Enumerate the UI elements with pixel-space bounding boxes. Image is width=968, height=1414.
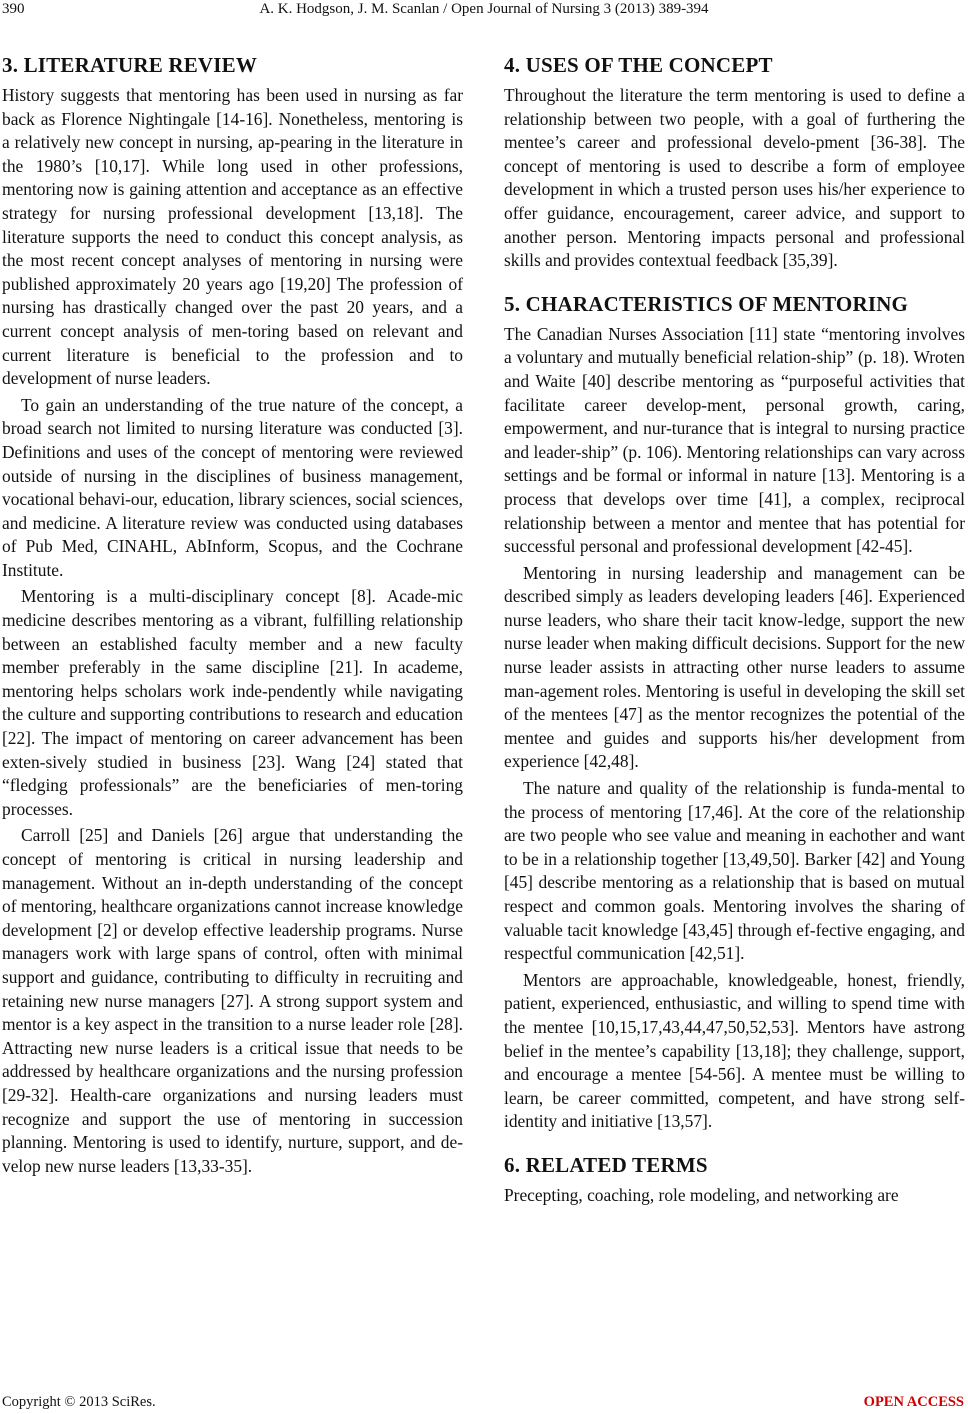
paragraph: Throughout the literature the term mentoring is used to define a relationship between two people, with a goal of furthering the mentee’s career and professional develo-pment [36-38]. The concept of mentoring is used to describe a form of employee development in which a trusted person uses his/her experience to offer guidance, encouragement, career advice, and support to another person. Mentoring impacts personal and professional skills and provides contextual feedback [35,39]. <box>504 85 965 271</box>
paragraph: History suggests that mentoring has been used in nursing as far back as Florence Nightingale [14-16]. Nonetheless, mentoring is a relatively new concept in nursing, ap-pearing in the literature in the 1980’s [10,17]. While long used in other professions, mentoring now is gaining attention and acceptance as an effective strategy for nursing professional development [13,18]. The literature supports the need to conduct this concept analysis, as the most recent concept analyses of mentoring in nursing were published approximately 20 years ago [19,20] The profession of nursing has drastically changed over the past 20 years, and a current concept analysis of men-toring based on relevant and current literature is beneficial to the profession and to development of nurse leaders. <box>2 85 463 389</box>
section-heading-related-terms: 6. RELATED TERMS <box>504 1152 708 1177</box>
paragraph: The Canadian Nurses Association [11] state “mentoring involves a voluntary and mutually beneficial relation-ship” (p. 18). Wroten and Waite [40] describe mentoring as “purposeful activities that facilitate career develop-ment, personal growth, caring, empowerment, and nur-turance that is integral to nursing practice and leader-ship” (p. 106). Mentoring relationships can vary across settings and be formal or informal in nature [13]. Mentoring is a process that develops over time [41], a complex, reciprocal relationship between a mentor and mentee that has potential for successful personal and professional development [42-45]. <box>504 323 965 557</box>
page-number: 390 <box>2 1 25 17</box>
paragraph: To gain an understanding of the true nature of the concept, a broad search not limited to nursing literature was conducted [3]. Definitions and uses of the concept of mentoring were reviewed outside of nursing in the disciplines of business management, vocational behavi-our, education, library sciences, social sciences, and medicine. A literature review was conducted using databases of Pub Med, CINAHL, AbInform, Scopus, and the Cochrane Institute. <box>2 394 463 580</box>
page-footer <box>0 1394 968 1414</box>
copyright-notice: Copyright © 2013 SciRes. <box>2 1394 156 1410</box>
section-heading-uses-of-the-concept: 4. USES OF THE CONCEPT <box>504 53 773 77</box>
paragraph: Mentoring in nursing leadership and management can be described simply as leaders developing leaders [46]. Experienced nurse leaders, who share their tacit know-ledge, support the new nurse leader when making difficult decisions. Support for the new nurse leader assists in attracting other nurse leaders to assume man-agement roles. Mentoring is useful in developing the skill set of the mentees [47] as the mentor recognizes the potential of the mentee and guides and supports his/her development from experience [42,48]. <box>504 562 965 772</box>
paragraph: The nature and quality of the relationship is funda-mental to the process of mentoring [17,46]. At the core of the relationship are two people who see value and meaning in eachother and want to be in a relationship together [13,49,50]. Barker [42] and Young [45] describe mentoring as a relationship that is based on mutual respect and common goals. Mentoring involves the sharing of valuable tacit knowledge [43,45] through ef-fective engaging, and respectful communication [42,51]. <box>504 778 965 964</box>
right-column <box>504 50 965 1208</box>
paragraph: Precepting, coaching, role modeling, and networking are <box>504 1184 899 1205</box>
journal-citation: A. K. Hodgson, J. M. Scanlan / Open Journal of Nursing 3 (2013) 389-394 <box>259 1 709 17</box>
left-column <box>2 50 463 1178</box>
paragraph: Mentoring is a multi-disciplinary concept [8]. Acade-mic medicine describes mentoring as a vibrant, fulfilling relationship between an established faculty member and a new faculty member preferably in the same discipline [21]. In academe, mentoring helps scholars work inde-pendently while navigating the culture and supporting contributions to research and education [22]. The impact of mentoring on career advancement has been exten-sively studied in business [23]. Wang [24] stated that “fledging professionals” are the beneficiaries of men-toring processes. <box>2 586 463 819</box>
section-heading-literature-review: 3. LITERATURE REVIEW <box>2 53 258 77</box>
paragraph: Mentors are approachable, knowledgeable, honest, friendly, patient, experienced, enthusiastic, and willing to spend time with the mentee [10,15,17,43,44,47,50,52,53]. Mentors have astrong belief in the mentee’s capability [13,18]; they challenge, support, and encourage a mentee [54-56]. A mentee must be willing to learn, be career committed, competent, and have strong self- identity and initiative [13,57]. <box>504 969 965 1132</box>
open-access-label: OPEN ACCESS <box>863 1394 964 1410</box>
paragraph: Carroll [25] and Daniels [26] argue that understanding the concept of mentoring is critical in nursing leadership and management. Without an in-depth understanding of the concept of mentoring, healthcare organizations cannot increase knowledge development [2] or develop effective leadership programs. Nurse managers work with large spans of control, often with minimal support and guidance, contributing to difficulty in recruiting and retaining new nurse managers [27]. A strong support system and mentor is a key aspect in the transition to a nurse leader role [28]. Attracting new nurse leaders is a critical issue that needs to be addressed by healthcare organizations and the nursing profession [29-32]. Health-care organizations and nursing leaders must recognize and support the use of mentoring in succession planning. Mentoring is used to identify, nurture, support, and de-velop new nurse leaders [13,33-35]. <box>2 825 463 1176</box>
running-header <box>0 0 968 20</box>
section-heading-characteristics: 5. CHARACTERISTICS OF MENTORING <box>504 291 909 316</box>
